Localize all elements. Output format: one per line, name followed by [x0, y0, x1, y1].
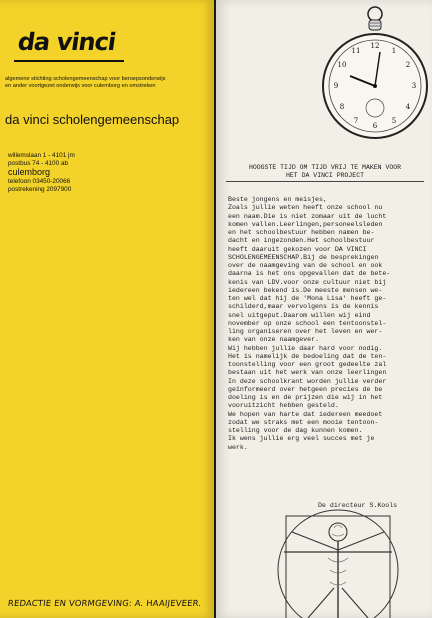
body-line: ten wel dat hij de 'Mona Lisa' heeft ge- — [228, 295, 387, 302]
article-headline — [226, 164, 424, 180]
svg-text:4: 4 — [405, 103, 411, 111]
editorial-credits: REDACTIE EN VORMGEVING: A. HAAIJEVEER. — [7, 598, 202, 608]
svg-text:11: 11 — [351, 47, 361, 55]
tagline — [5, 76, 211, 90]
body-line: vooruitzicht hebben gesteld. — [228, 402, 339, 410]
contact-line: postrekening 2097900 — [8, 185, 72, 193]
address-block — [8, 152, 75, 193]
body-line: over de naamgeving van de school en ook — [228, 262, 383, 269]
address-line: willemslaan 1 - 4101 jm — [8, 152, 75, 159]
cover-page — [0, 0, 214, 618]
body-line: november op onze school een tentoonstel- — [228, 319, 387, 327]
davinci-logo: da vinci — [16, 28, 118, 56]
headline-line: HET DA VINCI PROJECT — [285, 172, 364, 179]
body-line: zodat we straks met een mooie tentoon- — [228, 418, 379, 426]
contact-line: telefoon 03450-20066 — [8, 178, 71, 186]
body-line: daarna is het ons opgevallen dat de bete- — [228, 270, 391, 278]
body-line: Zoals jullie weten heeft onze school nu — [228, 204, 383, 212]
headline-rule — [226, 181, 424, 182]
body-line: stelling voor de dag kunnen komen. — [228, 427, 363, 434]
body-line: snel uitgeput.Daarom willen wij eind — [228, 311, 371, 319]
body-line: geïnformeerd over hetgeen precies de be — [228, 385, 383, 393]
body-line: Beste jongens en meisjes, — [228, 196, 327, 203]
body-line: en het schoolbestuur hebben namen be- — [228, 229, 375, 236]
svg-text:9: 9 — [333, 82, 339, 90]
body-line: ken van onze naamgever. — [228, 336, 320, 344]
address-line: postbus 74 - 4100 ab — [8, 159, 69, 167]
body-line: werk. — [228, 443, 248, 451]
school-name: da vinci scholengemeenschap — [5, 112, 180, 127]
svg-text:3: 3 — [411, 82, 417, 90]
body-line: Wij hebben jullie daar hard voor nodig. — [228, 344, 383, 352]
body-line: We hopen van harte dat iedereen meedoet — [228, 410, 383, 418]
svg-text:12: 12 — [370, 42, 380, 50]
body-line: toonstelling voor een groot gedeelte zal — [228, 361, 387, 368]
logo-underline — [14, 60, 124, 62]
body-line: komen vallen.Leerlingen,personeelsleden — [228, 220, 383, 228]
vitruvian-man-icon — [268, 508, 408, 618]
body-line: ling organiseren over het leven en wer- — [228, 328, 383, 335]
body-line: Ik wens jullie erg veel succes met je — [228, 435, 375, 443]
body-line: bestaan uit het werk van onze leerlingen — [228, 369, 387, 377]
svg-text:2: 2 — [405, 61, 411, 69]
svg-text:7: 7 — [353, 117, 359, 125]
tagline-line: en ander voortgezet onderwijs voor culemborg en omstreken — [5, 83, 156, 90]
svg-text:1: 1 — [391, 47, 397, 55]
body-line: schilderd,maar vervolgens is de kennis — [228, 303, 379, 311]
headline-line: HOOGSTE TIJD OM TIJD VRIJ TE MAKEN VOOR — [248, 164, 402, 171]
svg-text:10: 10 — [337, 61, 347, 69]
signature: De directeur S.Kools — [318, 502, 398, 509]
svg-text:6: 6 — [372, 122, 378, 130]
svg-text:8: 8 — [339, 103, 345, 111]
tagline-line: algemene stichting scholengemeenschap voor beroepsonderwijs — [5, 76, 166, 82]
body-line: een naam.Die is niet zomaar uit de lucht — [228, 212, 387, 220]
letter-body — [228, 196, 428, 452]
body-line: iedereen bekend is.De meeste mensen we- — [228, 286, 383, 294]
body-line: In deze schoolkrant worden jullie verder — [228, 377, 387, 385]
body-line: heeft daaruit gekozen voor DA VINCI — [228, 245, 367, 253]
body-line: SCHOLENGEMEENSCHAP.Bij de besprekingen — [228, 253, 379, 261]
svg-text:5: 5 — [391, 117, 397, 125]
body-line: doeling is en de prijzen die wij in het — [228, 394, 383, 401]
body-line: dacht en ingezonden.Het schoolbestuur — [228, 237, 375, 245]
city: culemborg — [8, 167, 51, 178]
body-line: Het is namelijk de bedoeling dat de ten- — [228, 352, 387, 360]
body-line: kenis van LDV.voor onze cultuur niet bij — [228, 278, 387, 286]
pocket-watch-icon — [322, 4, 428, 154]
